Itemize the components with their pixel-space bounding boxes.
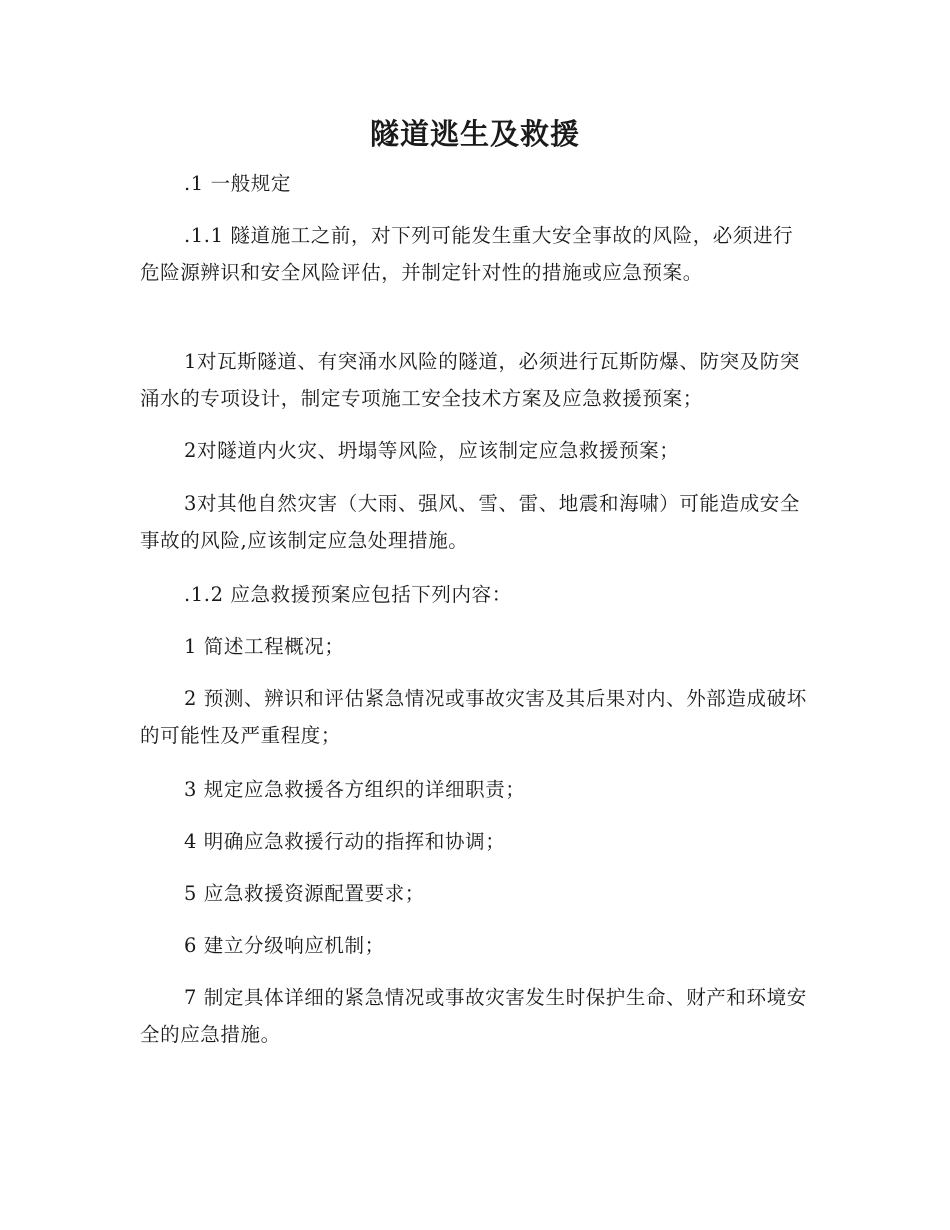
- clause-1-1-2: .1.2 应急救援预案应包括下列内容：: [184, 583, 512, 606]
- section-heading: .1 一般规定: [184, 172, 292, 195]
- list-item: 2 预测、辨识和评估紧急情况或事故灾害及其后果对内、外部造成破坏的可能性及严重程度；: [140, 687, 807, 747]
- document-title: 隧道逃生及救援: [369, 117, 580, 151]
- list-item: 3 规定应急救援各方组织的详细职责；: [184, 778, 526, 801]
- clause-1-1-1: .1.1 隧道施工之前，对下列可能发生重大安全事故的风险，必须进行危险源辨识和安全风险评估，并制定针对性的措施或应急预案。: [140, 224, 794, 284]
- list-item: 2对隧道内火灾、坍塌等风险，应该制定应急救援预案；: [184, 439, 680, 462]
- list-item: 1 简述工程概况；: [184, 635, 345, 658]
- list-item: 6 建立分级响应机制；: [184, 934, 385, 957]
- list-item: 5 应急救援资源配置要求；: [184, 882, 425, 905]
- list-item: 7 制定具体详细的紧急情况或事故灾害发生时保护生命、财产和环境安全的应急措施。: [140, 986, 807, 1046]
- list-item: 1对瓦斯隧道、有突涌水风险的隧道，必须进行瓦斯防爆、防突及防突涌水的专项设计，制定专项施工安全技术方案及应急救援预案；: [140, 350, 801, 410]
- list-item: 3对其他自然灾害（大雨、强风、雪、雷、地震和海啸）可能造成安全事故的风险,应该制定应急处理措施。: [140, 492, 801, 552]
- list-item: 4 明确应急救援行动的指挥和协调；: [184, 830, 506, 853]
